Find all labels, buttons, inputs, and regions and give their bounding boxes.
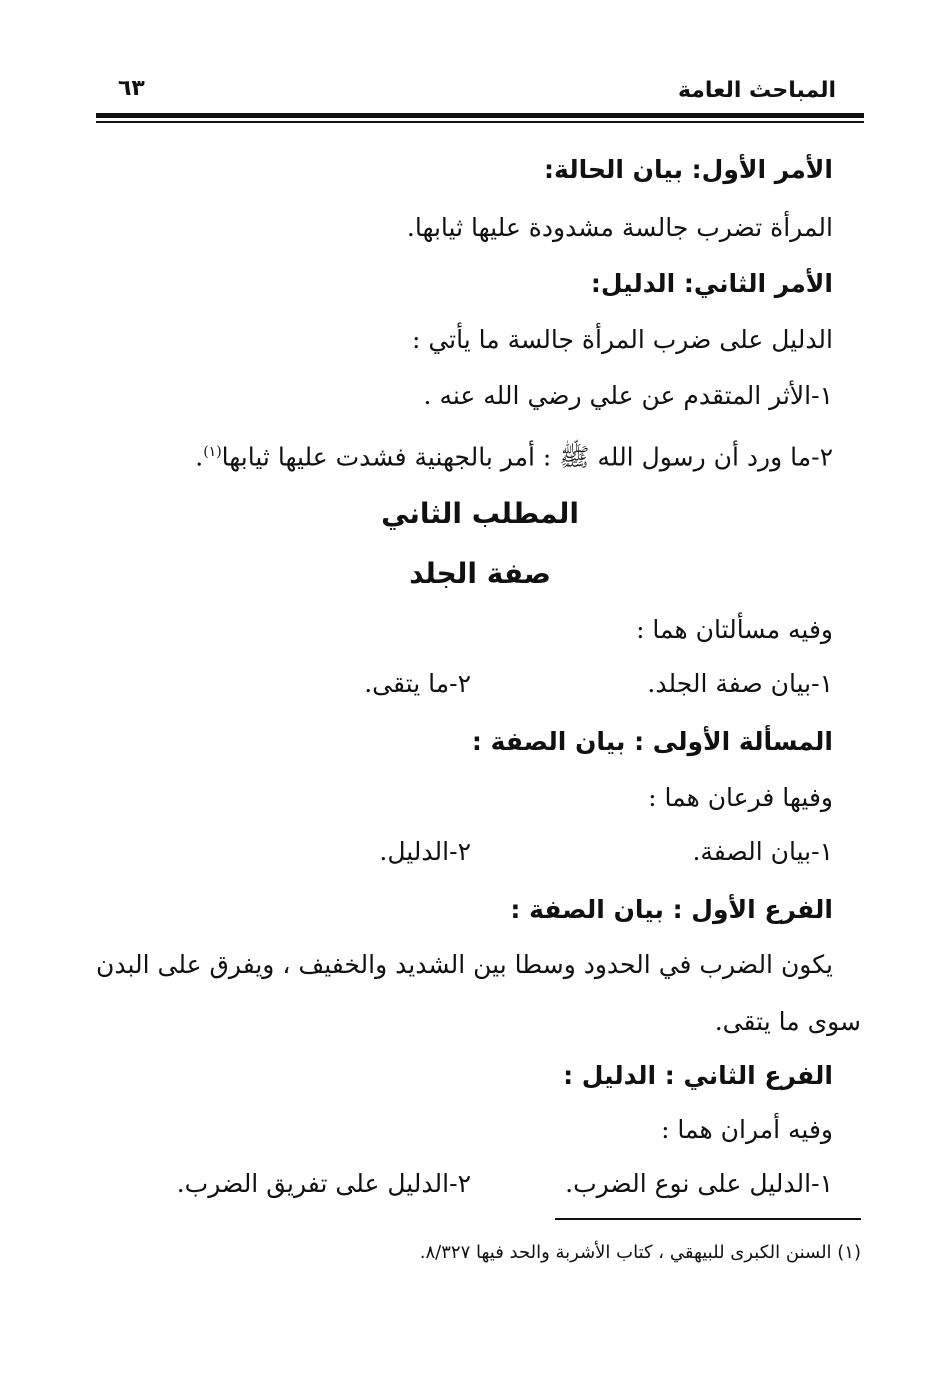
header-rule-thick	[96, 113, 864, 118]
section-title: المطلب الثاني	[381, 497, 579, 530]
section-subtitle: صفة الجلد	[409, 557, 551, 590]
evidence-2-end: .	[195, 442, 204, 472]
footnote: (١) السنن الكبرى للبيهقي ، كتاب الأشربة والحد فيها ٨/٣٢٧.	[419, 1242, 861, 1263]
heading-second-branch: الفرع الثاني : الدليل :	[563, 1061, 833, 1090]
page-number: ٦٣	[118, 76, 145, 101]
list-item-matter-1: ١-الدليل على نوع الضرب.	[565, 1169, 833, 1198]
list-item-evidence-1: ١-الأثر المتقدم عن علي رضي الله عنه .	[423, 381, 833, 410]
list-item-branch-1: ١-بيان الصفة.	[692, 837, 833, 866]
evidence-2-text: ٢-ما ورد أن رسول الله ﷺ : أمر بالجهنية فشدت عليها ثيابها	[221, 442, 833, 472]
paragraph-two-matters: وفيه أمران هما :	[661, 1115, 833, 1144]
list-item-evidence-2	[195, 432, 833, 477]
list-item-branch-2: ٢-الدليل.	[379, 837, 471, 866]
heading-second-matter: الأمر الثاني: الدليل:	[590, 269, 833, 298]
footnote-rule	[555, 1218, 861, 1220]
footnote-marker: (١)	[203, 444, 222, 460]
paragraph-description-line-1: يكون الضرب في الحدود وسطا بين الشديد والخفيف ، ويفرق على البدن	[96, 950, 833, 979]
list-item-issue-1: ١-بيان صفة الجلد.	[647, 669, 833, 698]
heading-first-branch: الفرع الأول : بيان الصفة :	[510, 895, 833, 924]
paragraph-two-branches: وفيها فرعان هما :	[648, 783, 833, 812]
heading-first-issue: المسألة الأولى : بيان الصفة :	[471, 727, 833, 756]
header-rule-thin	[96, 121, 864, 123]
heading-first-matter: الأمر الأول: بيان الحالة:	[544, 155, 833, 184]
page-header	[108, 72, 836, 112]
running-title: المباحث العامة	[677, 78, 836, 103]
paragraph-description-line-2: سوى ما يتقى.	[714, 1007, 861, 1036]
list-item-matter-2: ٢-الدليل على تفريق الضرب.	[176, 1169, 471, 1198]
paragraph-evidence-intro: الدليل على ضرب المرأة جالسة ما يأتي :	[411, 325, 833, 354]
paragraph-state: المرأة تضرب جالسة مشدودة عليها ثيابها.	[406, 213, 833, 242]
list-item-issue-2: ٢-ما يتقى.	[364, 669, 471, 698]
paragraph-two-issues: وفيه مسألتان هما :	[636, 615, 833, 644]
